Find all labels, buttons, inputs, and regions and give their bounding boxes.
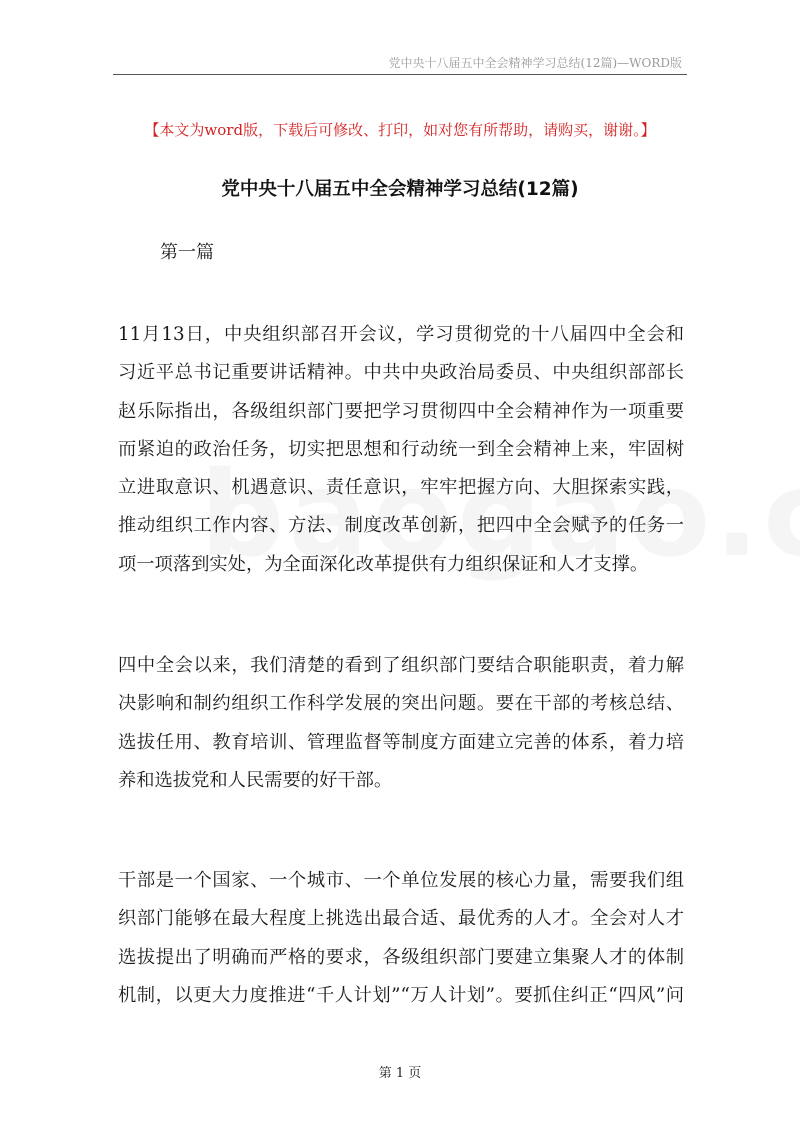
page-number: 第 1 页 (378, 1066, 422, 1081)
text-line: 决影响和制约组织工作科学发展的突出问题。要在干部的考核总结、 (118, 693, 684, 715)
text-line: 选拔任用、教育培训、管理监督等制度方面建立完善的体系，着力培 (118, 731, 684, 753)
header-rule (113, 74, 687, 75)
paragraph-2 (118, 647, 684, 800)
text-line: 四中全会以来，我们清楚的看到了组织部门要结合职能职责，着力解 (118, 655, 684, 676)
download-notice: 【本文为word版，下载后可修改、打印，如对您有所帮助，请购买，谢谢。】 (144, 121, 656, 139)
paragraph-3 (118, 862, 684, 1015)
text-line: 干部是一个国家、一个城市、一个单位发展的核心力量，需要我们组 (118, 870, 684, 891)
text-line: 选拔提出了明确而严格的要求，各级组织部门要建立集聚人才的体制 (118, 946, 684, 968)
text-line: 习近平总书记重要讲话精神。中共中央政治局委员、中央组织部部长 (118, 362, 684, 384)
text-line: 立进取意识、机遇意识、责任意识，牢牢把握方向、大胆探索实践， (118, 477, 684, 499)
text-line: 机制，以更大力度推进“千人计划”“万人计划”。要抓住纠正“四风”问 (118, 984, 684, 1006)
text-line: 推动组织工作内容、方法、制度改革创新，把四中全会赋予的任务一 (118, 515, 684, 537)
text-line: 养和选拔党和人民需要的好干部。 (118, 769, 393, 791)
text-line: 项一项落到实处，为全面深化改革提供有力组织保证和人才支撑。 (118, 553, 649, 575)
text-line: 织部门能够在最大程度上挑选出最合适、最优秀的人才。全会对人才 (118, 908, 684, 930)
text-line: 赵乐际指出，各级组织部门要把学习贯彻四中全会精神作为一项重要 (118, 400, 684, 422)
text-line: 11月13日，中央组织部召开会议，学习贯彻党的十八届四中全会和 (118, 324, 684, 345)
paragraph-1 (118, 316, 684, 584)
text-line: 而紧迫的政治任务，切实把思想和行动统一到全会精神上来，牢固树 (118, 438, 684, 460)
section-label: 第一篇 (160, 242, 214, 263)
document-title: 党中央十八届五中全会精神学习总结(12篇) (221, 179, 579, 200)
running-header: 党中央十八届五中全会精神学习总结(12篇)—WORD版 (388, 56, 682, 70)
